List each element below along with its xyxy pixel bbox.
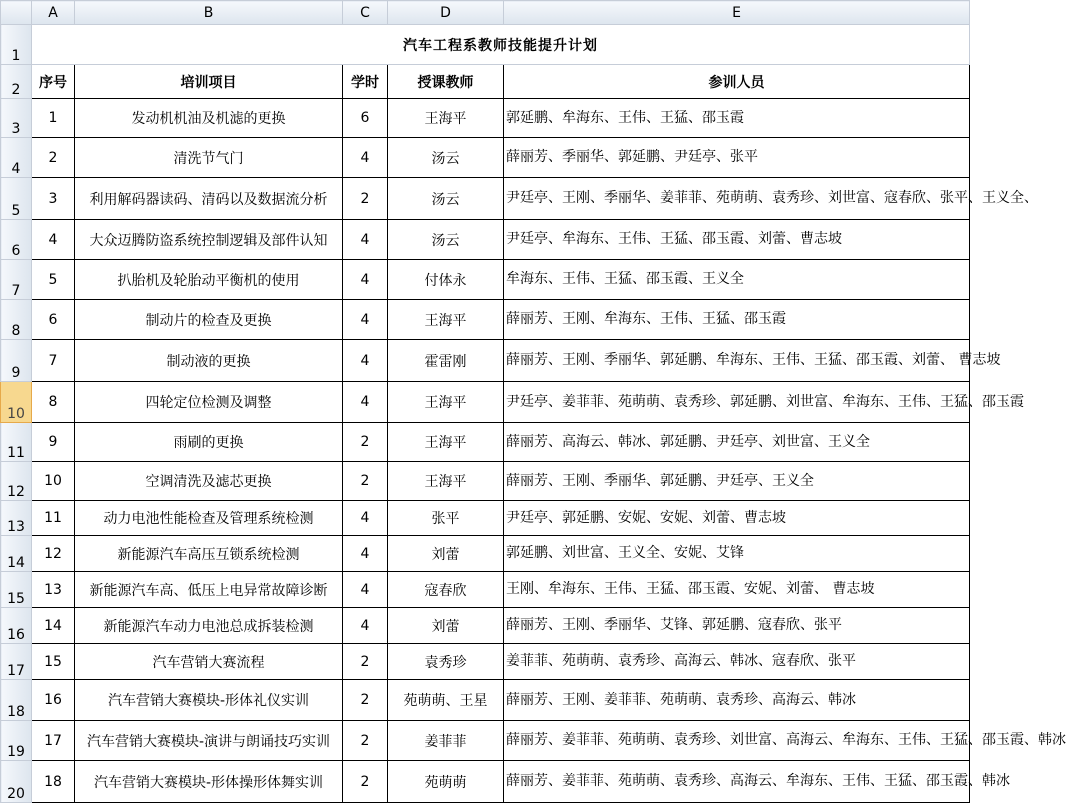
data-rows bbox=[1, 99, 1066, 803]
cell-teacher[interactable]: 汤云 bbox=[388, 178, 504, 220]
cell-teacher[interactable]: 刘蕾 bbox=[388, 608, 504, 644]
table-row bbox=[1, 501, 970, 536]
cell-participants[interactable]: 王刚、牟海东、王伟、王猛、邵玉霞、安妮、刘蕾、 曹志坡 bbox=[504, 572, 970, 608]
column-header-d[interactable]: D bbox=[388, 1, 504, 25]
row-header[interactable]: 19 bbox=[1, 721, 32, 761]
row-header[interactable]: 18 bbox=[1, 680, 32, 721]
table-row bbox=[1, 644, 970, 680]
cell-seq[interactable]: 13 bbox=[32, 572, 75, 608]
table-row bbox=[1, 99, 970, 138]
cell-project[interactable]: 扒胎机及轮胎动平衡机的使用 bbox=[75, 260, 343, 300]
cell-participants[interactable]: 郭延鹏、牟海东、王伟、王猛、邵玉霞 bbox=[504, 99, 970, 138]
cell-hours[interactable]: 2 bbox=[343, 423, 388, 462]
cell-seq[interactable]: 15 bbox=[32, 644, 75, 680]
cell-seq[interactable]: 11 bbox=[32, 501, 75, 536]
cell-hours[interactable]: 4 bbox=[343, 382, 388, 423]
cell-seq[interactable]: 7 bbox=[32, 340, 75, 382]
row-header[interactable]: 20 bbox=[1, 761, 32, 803]
row-header[interactable]: 16 bbox=[1, 608, 32, 644]
header-hours[interactable]: 学时 bbox=[343, 65, 388, 99]
header-project[interactable]: 培训项目 bbox=[75, 65, 343, 99]
row-header[interactable]: 12 bbox=[1, 462, 32, 501]
cell-hours[interactable]: 2 bbox=[343, 644, 388, 680]
cell-teacher[interactable]: 汤云 bbox=[388, 220, 504, 260]
cell-seq[interactable]: 4 bbox=[32, 220, 75, 260]
cell-participants[interactable]: 薛丽芳、王刚、姜菲菲、苑萌萌、袁秀珍、高海云、韩冰 bbox=[504, 680, 970, 721]
row-header[interactable]: 5 bbox=[1, 178, 32, 220]
column-header-b[interactable]: B bbox=[75, 1, 343, 25]
cell-project[interactable]: 四轮定位检测及调整 bbox=[75, 382, 343, 423]
cell-project[interactable]: 汽车营销大赛流程 bbox=[75, 644, 343, 680]
table-row bbox=[1, 220, 970, 260]
row-header[interactable]: 6 bbox=[1, 220, 32, 260]
cell-teacher[interactable]: 王海平 bbox=[388, 99, 504, 138]
cell-hours[interactable]: 2 bbox=[343, 761, 388, 803]
row-header-1[interactable]: 1 bbox=[1, 25, 32, 65]
cell-hours[interactable]: 2 bbox=[343, 178, 388, 220]
cell-teacher[interactable]: 霍雷刚 bbox=[388, 340, 504, 382]
cell-participants[interactable]: 薛丽芳、王刚、季丽华、艾锋、郭延鹏、寇春欣、张平 bbox=[504, 608, 970, 644]
cell-project[interactable]: 汽车营销大赛模块-演讲与朗诵技巧实训 bbox=[75, 721, 343, 761]
cell-project[interactable]: 制动片的检查及更换 bbox=[75, 300, 343, 340]
row-header[interactable]: 17 bbox=[1, 644, 32, 680]
cell-teacher[interactable]: 王海平 bbox=[388, 462, 504, 501]
cell-hours[interactable]: 2 bbox=[343, 721, 388, 761]
cell-seq[interactable]: 10 bbox=[32, 462, 75, 501]
cell-project[interactable]: 制动液的更换 bbox=[75, 340, 343, 382]
table-row bbox=[1, 300, 970, 340]
cell-project[interactable]: 清洗节气门 bbox=[75, 138, 343, 178]
sheet-title[interactable]: 汽车工程系教师技能提升计划 bbox=[32, 25, 970, 65]
table-row bbox=[1, 138, 970, 178]
cell-participants[interactable]: 薛丽芳、王刚、季丽华、郭延鹏、牟海东、王伟、王猛、邵玉霞、刘蕾、 曹志坡 bbox=[504, 340, 970, 382]
cell-hours[interactable]: 4 bbox=[343, 300, 388, 340]
cell-teacher[interactable]: 刘蕾 bbox=[388, 536, 504, 572]
table-row bbox=[1, 536, 970, 572]
table-row bbox=[1, 340, 970, 382]
select-all-corner[interactable] bbox=[1, 1, 32, 25]
cell-teacher[interactable]: 姜菲菲 bbox=[388, 721, 504, 761]
cell-participants[interactable]: 尹廷亭、王刚、季丽华、姜菲菲、苑萌萌、袁秀珍、刘世富、寇春欣、张平、王义全、 bbox=[504, 178, 970, 220]
cell-teacher[interactable]: 袁秀珍 bbox=[388, 644, 504, 680]
column-header-a[interactable]: A bbox=[32, 1, 75, 25]
cell-teacher[interactable]: 张平 bbox=[388, 501, 504, 536]
table-row bbox=[1, 382, 970, 423]
cell-participants[interactable]: 薛丽芳、王刚、季丽华、郭延鹏、尹廷亭、王义全 bbox=[504, 462, 970, 501]
table-row bbox=[1, 721, 970, 761]
row-header[interactable]: 8 bbox=[1, 300, 32, 340]
cell-hours[interactable]: 2 bbox=[343, 462, 388, 501]
cell-hours[interactable]: 4 bbox=[343, 340, 388, 382]
cell-participants[interactable]: 尹廷亭、郭延鹏、安妮、安妮、刘蕾、曹志坡 bbox=[504, 501, 970, 536]
cell-participants[interactable]: 尹廷亭、牟海东、王伟、王猛、邵玉霞、刘蕾、曹志坡 bbox=[504, 220, 970, 260]
row-header[interactable]: 14 bbox=[1, 536, 32, 572]
cell-participants[interactable]: 尹廷亭、姜菲菲、苑萌萌、袁秀珍、郭延鹏、刘世富、牟海东、王伟、王猛、邵玉霞 bbox=[504, 382, 970, 423]
cell-seq[interactable]: 17 bbox=[32, 721, 75, 761]
cell-participants[interactable]: 薛丽芳、姜菲菲、苑萌萌、袁秀珍、高海云、牟海东、王伟、王猛、邵玉霞、韩冰 bbox=[504, 761, 970, 803]
cell-hours[interactable]: 4 bbox=[343, 260, 388, 300]
cell-hours[interactable]: 4 bbox=[343, 572, 388, 608]
cell-teacher[interactable]: 王海平 bbox=[388, 382, 504, 423]
cell-teacher[interactable]: 汤云 bbox=[388, 138, 504, 178]
column-header-c[interactable]: C bbox=[343, 1, 388, 25]
header-participants[interactable]: 参训人员 bbox=[504, 65, 970, 99]
cell-seq[interactable]: 3 bbox=[32, 178, 75, 220]
column-header-e[interactable]: E bbox=[504, 1, 970, 25]
row-header[interactable]: 11 bbox=[1, 423, 32, 462]
cell-hours[interactable]: 4 bbox=[343, 220, 388, 260]
cell-project[interactable]: 汽车营销大赛模块-形体礼仪实训 bbox=[75, 680, 343, 721]
table-row bbox=[1, 260, 970, 300]
table-row bbox=[1, 608, 970, 644]
row-header[interactable]: 3 bbox=[1, 99, 32, 138]
table-row bbox=[1, 680, 970, 721]
row-header[interactable]: 10 bbox=[1, 382, 32, 423]
cell-teacher[interactable]: 苑萌萌 bbox=[388, 761, 504, 803]
cell-teacher[interactable]: 寇春欣 bbox=[388, 572, 504, 608]
cell-participants[interactable]: 薛丽芳、季丽华、郭延鹏、尹廷亭、张平 bbox=[504, 138, 970, 178]
row-header-2[interactable]: 2 bbox=[1, 65, 32, 99]
cell-participants[interactable]: 薛丽芳、王刚、牟海东、王伟、王猛、邵玉霞 bbox=[504, 300, 970, 340]
cell-hours[interactable]: 4 bbox=[343, 536, 388, 572]
cell-hours[interactable]: 4 bbox=[343, 501, 388, 536]
cell-seq[interactable]: 14 bbox=[32, 608, 75, 644]
cell-participants[interactable]: 姜菲菲、苑萌萌、袁秀珍、高海云、韩冰、寇春欣、张平 bbox=[504, 644, 970, 680]
cell-seq[interactable]: 5 bbox=[32, 260, 75, 300]
cell-hours[interactable]: 2 bbox=[343, 680, 388, 721]
cell-hours[interactable]: 4 bbox=[343, 138, 388, 178]
cell-project[interactable]: 动力电池性能检查及管理系统检测 bbox=[75, 501, 343, 536]
cell-teacher[interactable]: 王海平 bbox=[388, 300, 504, 340]
table-row bbox=[1, 423, 970, 462]
table-row bbox=[1, 761, 970, 803]
row-header[interactable]: 13 bbox=[1, 501, 32, 536]
table-row bbox=[1, 462, 970, 501]
cell-seq[interactable]: 8 bbox=[32, 382, 75, 423]
cell-seq[interactable]: 6 bbox=[32, 300, 75, 340]
cell-project[interactable]: 大众迈腾防盗系统控制逻辑及部件认知 bbox=[75, 220, 343, 260]
cell-participants[interactable]: 牟海东、王伟、王猛、邵玉霞、王义全 bbox=[504, 260, 970, 300]
row-header[interactable]: 4 bbox=[1, 138, 32, 178]
cell-seq[interactable]: 2 bbox=[32, 138, 75, 178]
cell-teacher[interactable]: 苑萌萌、王星 bbox=[388, 680, 504, 721]
cell-participants[interactable]: 郭延鹏、刘世富、王义全、安妮、艾锋 bbox=[504, 536, 970, 572]
row-header[interactable]: 9 bbox=[1, 340, 32, 382]
cell-project[interactable]: 汽车营销大赛模块-形体操形体舞实训 bbox=[75, 761, 343, 803]
cell-participants[interactable]: 薛丽芳、高海云、韩冰、郭延鹏、尹廷亭、刘世富、王义全 bbox=[504, 423, 970, 462]
header-seq[interactable]: 序号 bbox=[32, 65, 75, 99]
table-row bbox=[1, 178, 970, 220]
cell-project[interactable]: 利用解码器读码、清码以及数据流分析 bbox=[75, 178, 343, 220]
cell-project[interactable]: 新能源汽车高压互锁系统检测 bbox=[75, 536, 343, 572]
cell-project[interactable]: 雨刷的更换 bbox=[75, 423, 343, 462]
cell-seq[interactable]: 18 bbox=[32, 761, 75, 803]
table-row bbox=[1, 572, 970, 608]
cell-seq[interactable]: 9 bbox=[32, 423, 75, 462]
row-header[interactable]: 7 bbox=[1, 260, 32, 300]
cell-teacher[interactable]: 王海平 bbox=[388, 423, 504, 462]
cell-hours[interactable]: 4 bbox=[343, 608, 388, 644]
cell-project[interactable]: 空调清洗及滤芯更换 bbox=[75, 462, 343, 501]
cell-project[interactable]: 新能源汽车高、低压上电异常故障诊断 bbox=[75, 572, 343, 608]
cell-seq[interactable]: 12 bbox=[32, 536, 75, 572]
cell-seq[interactable]: 16 bbox=[32, 680, 75, 721]
cell-teacher[interactable]: 付体永 bbox=[388, 260, 504, 300]
header-teacher[interactable]: 授课教师 bbox=[388, 65, 504, 99]
cell-participants[interactable]: 薛丽芳、姜菲菲、苑萌萌、袁秀珍、刘世富、高海云、牟海东、王伟、王猛、邵玉霞、韩冰 bbox=[504, 721, 970, 761]
cell-project[interactable]: 新能源汽车动力电池总成拆装检测 bbox=[75, 608, 343, 644]
cell-seq[interactable]: 1 bbox=[32, 99, 75, 138]
cell-hours[interactable]: 6 bbox=[343, 99, 388, 138]
cell-project[interactable]: 发动机机油及机滤的更换 bbox=[75, 99, 343, 138]
row-header[interactable]: 15 bbox=[1, 572, 32, 608]
